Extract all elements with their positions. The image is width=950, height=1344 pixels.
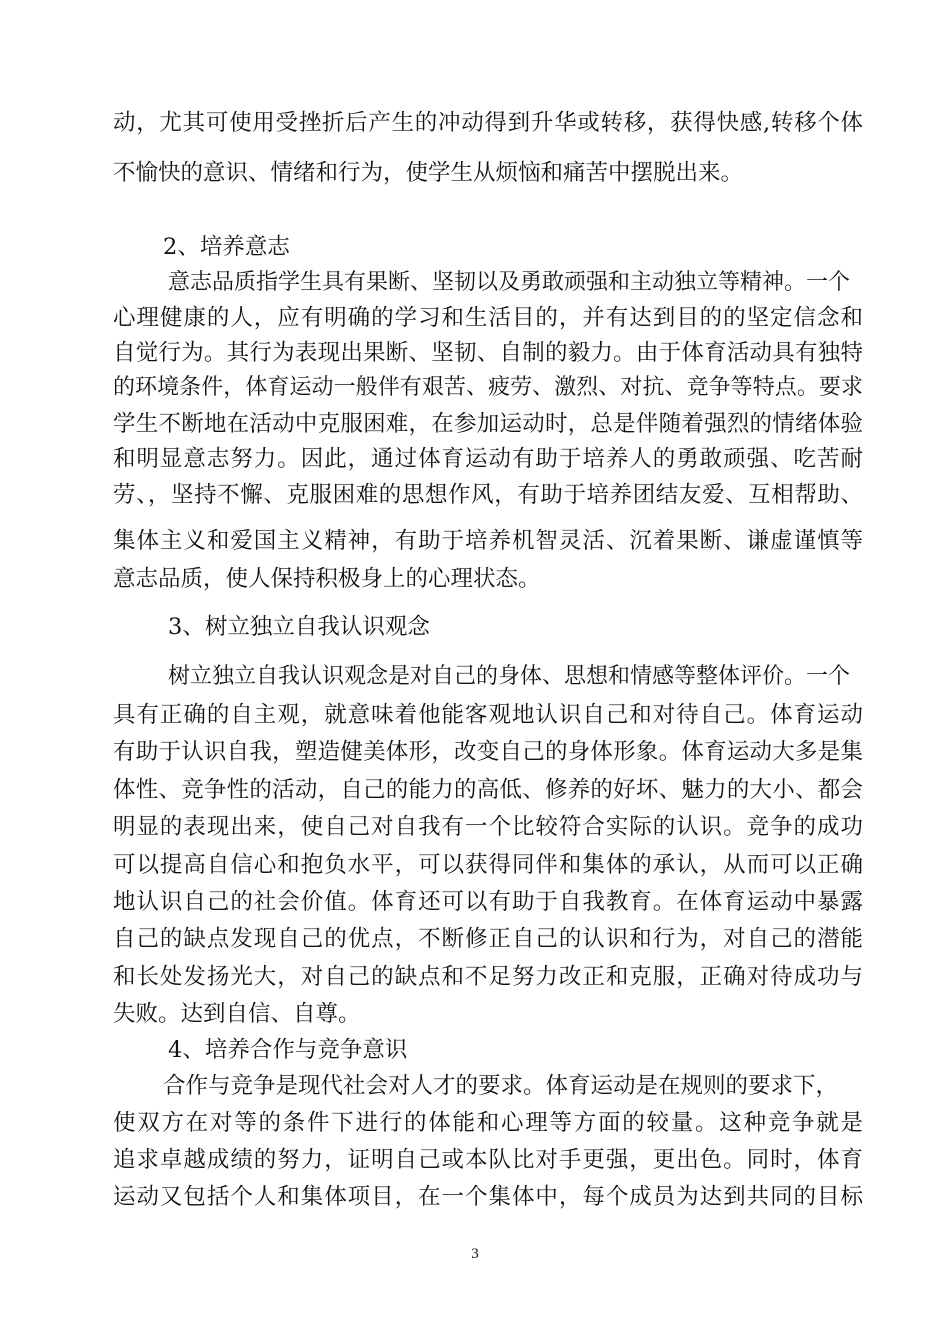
section-heading: 2、培养意志 [163,234,290,260]
body-text-line: 可以提高自信心和抱负水平，可以获得同伴和集体的承认，从而可以正确 [113,852,863,878]
body-text-line: 明显的表现出来，使自己对自我有一个比较符合实际的认识。竞争的成功 [113,814,863,840]
body-text-line: 失败。达到自信、自尊。 [113,1001,361,1027]
body-text-line: 树立独立自我认识观念是对自己的身体、思想和情感等整体评价。一个 [168,664,851,689]
body-text-line: 心理健康的人，应有明确的学习和生活目的，并有达到目的的坚定信念和 [113,305,863,331]
section-heading: 4、培养合作与竞争意识 [168,1037,408,1063]
body-text-line: 不愉快的意识、情绪和行为，使学生从烦恼和痛苦中摆脱出来。 [113,160,744,186]
body-text-line: 和明显意志努力。因此，通过体育运动有助于培养人的勇敢顽强、吃苦耐 [113,446,863,472]
body-text-line: 意志品质指学生具有果断、坚韧以及勇敢顽强和主动独立等精神。一个 [168,270,851,295]
body-text-line: 学生不断地在活动中克服困难，在参加运动时，总是伴随着强烈的情绪体验 [113,411,863,437]
body-text-line: 的环境条件，体育运动一般伴有艰苦、疲劳、激烈、对抗、竞争等特点。要求 [113,375,863,400]
body-text-line: 意志品质，使人保持积极身上的心理状态。 [113,566,541,592]
body-text-line: 合作与竞争是现代社会对人才的要求。体育运动是在规则的要求下， [163,1073,839,1099]
body-text-line: 追求卓越成绩的努力，证明自己或本队比对手更强，更出色。同时，体育 [113,1147,863,1173]
body-text-line: 体性、竞争性的活动，自己的能力的高低、修养的好坏、魅力的大小、都会 [113,777,863,803]
body-text-line: 具有正确的自主观，就意味着他能客观地认识自己和对待自己。体育运动 [113,702,863,728]
body-text-line: 运动又包括个人和集体项目，在一个集体中，每个成员为达到共同的目标 [113,1184,863,1210]
body-text-line: 有助于认识自我，塑造健美体形，改变自己的身体形象。体育运动大多是集 [113,739,863,765]
body-text-line: 地认识自己的社会价值。体育还可以有助于自我教育。在体育运动中暴露 [113,889,863,915]
body-text-line: 劳、，坚持不懈、克服困难的思想作风，有助于培养团结友爱、互相帮助、 [113,482,863,508]
body-text-line: 集体主义和爱国主义精神，有助于培养机智灵活、沉着果断、谦虚谨慎等 [113,528,863,554]
body-text-line: 和长处发扬光大，对自己的缺点和不足努力改正和克服，正确对待成功与 [113,964,863,990]
body-text-line: 使双方在对等的条件下进行的体能和心理等方面的较量。这种竞争就是 [113,1110,863,1136]
section-heading: 3、树立独立自我认识观念 [168,614,430,640]
body-text-line: 自觉行为。其行为表现出果断、坚韧、自制的毅力。由于体育活动具有独特 [113,340,863,366]
body-text-line: 自己的缺点发现自己的优点，不断修正自己的认识和行为，对自己的潜能 [113,926,863,952]
body-text-line: 动，尤其可使用受挫折后产生的冲动得到升华或转移，获得快感,转移个体 [113,110,863,136]
page-number: 3 [471,1246,479,1262]
